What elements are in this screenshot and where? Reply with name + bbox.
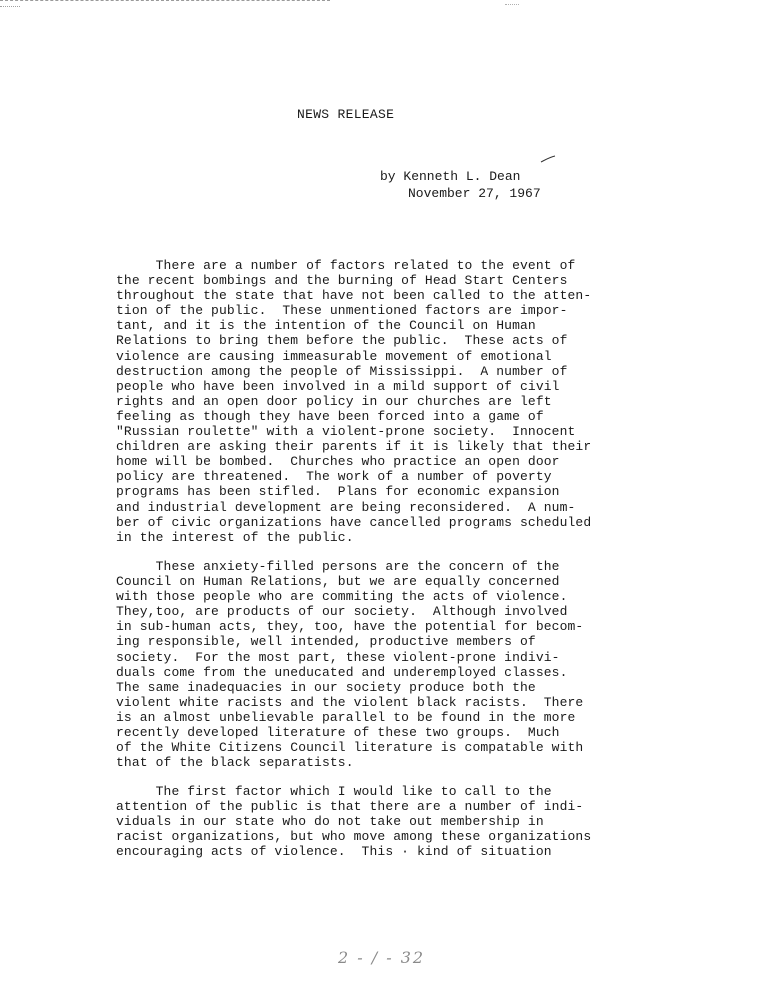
pen-tick-mark [540, 155, 556, 163]
byline-block [380, 168, 541, 202]
author-line: by Kenneth L. Dean [380, 169, 521, 184]
release-date: November 27, 1967 [408, 186, 541, 201]
handwritten-page-note: 2 - / - 32 [338, 948, 426, 967]
paragraph-2: These anxiety-filled persons are the concern of the Council on Human Relations, but we are equally concerned with those people who are commiting the acts of violence. They,too, are products of our society. Although involved in sub-human acts, they, too, have the potential for becom- ing responsible, well intended, productive members of society. For the most part, these violent-prone indivi- duals come from the uneducated and underemployed classes. The same inadequacies in our society produce both the violent white racists and the violent black racists. There is an almost unbelievable parallel to be found in the more recently developed literature of these two groups. Much of the White Citizens Council literature is compatable with that of the black separatists. [116, 559, 584, 771]
document-title: NEWS RELEASE [297, 107, 395, 122]
paragraph-1: There are a number of factors related to the event of the recent bombings and the burning of Head Start Centers throughout the state that have not been called to the atten- tion of the public. These unmentioned factors are impor- tant, and it is the intention of the Council on Human Relations to bring them before the public. These acts of violence are causing immeasurable movement of emotional destruction among the people of Mississippi. A number of people who have been involved in a mild support of civil rights and an open door policy in our churches are left feeling as though they have been forced into a game of "Russian roulette" with a violent-prone society. Innocent children are asking their parents if it is likely that their home will be bombed. Churches who practice an open door policy are threatened. The work of a number of poverty programs has been stifled. Plans for economic expansion and industrial development are being reconsidered. A num- ber of civic organizations have cancelled programs scheduled in the interest of the public. [116, 258, 592, 545]
scan-corner-mark [0, 6, 20, 7]
scan-edge-mark-right [505, 4, 519, 5]
paragraph-3: The first factor which I would like to call to the attention of the public is that there are a number of indi- viduals in our state who do not take out membership in racist organizations, but who move among these organizations encouraging acts of violence. This · kind of situation [116, 784, 592, 860]
scan-edge-mark [0, 0, 330, 1]
